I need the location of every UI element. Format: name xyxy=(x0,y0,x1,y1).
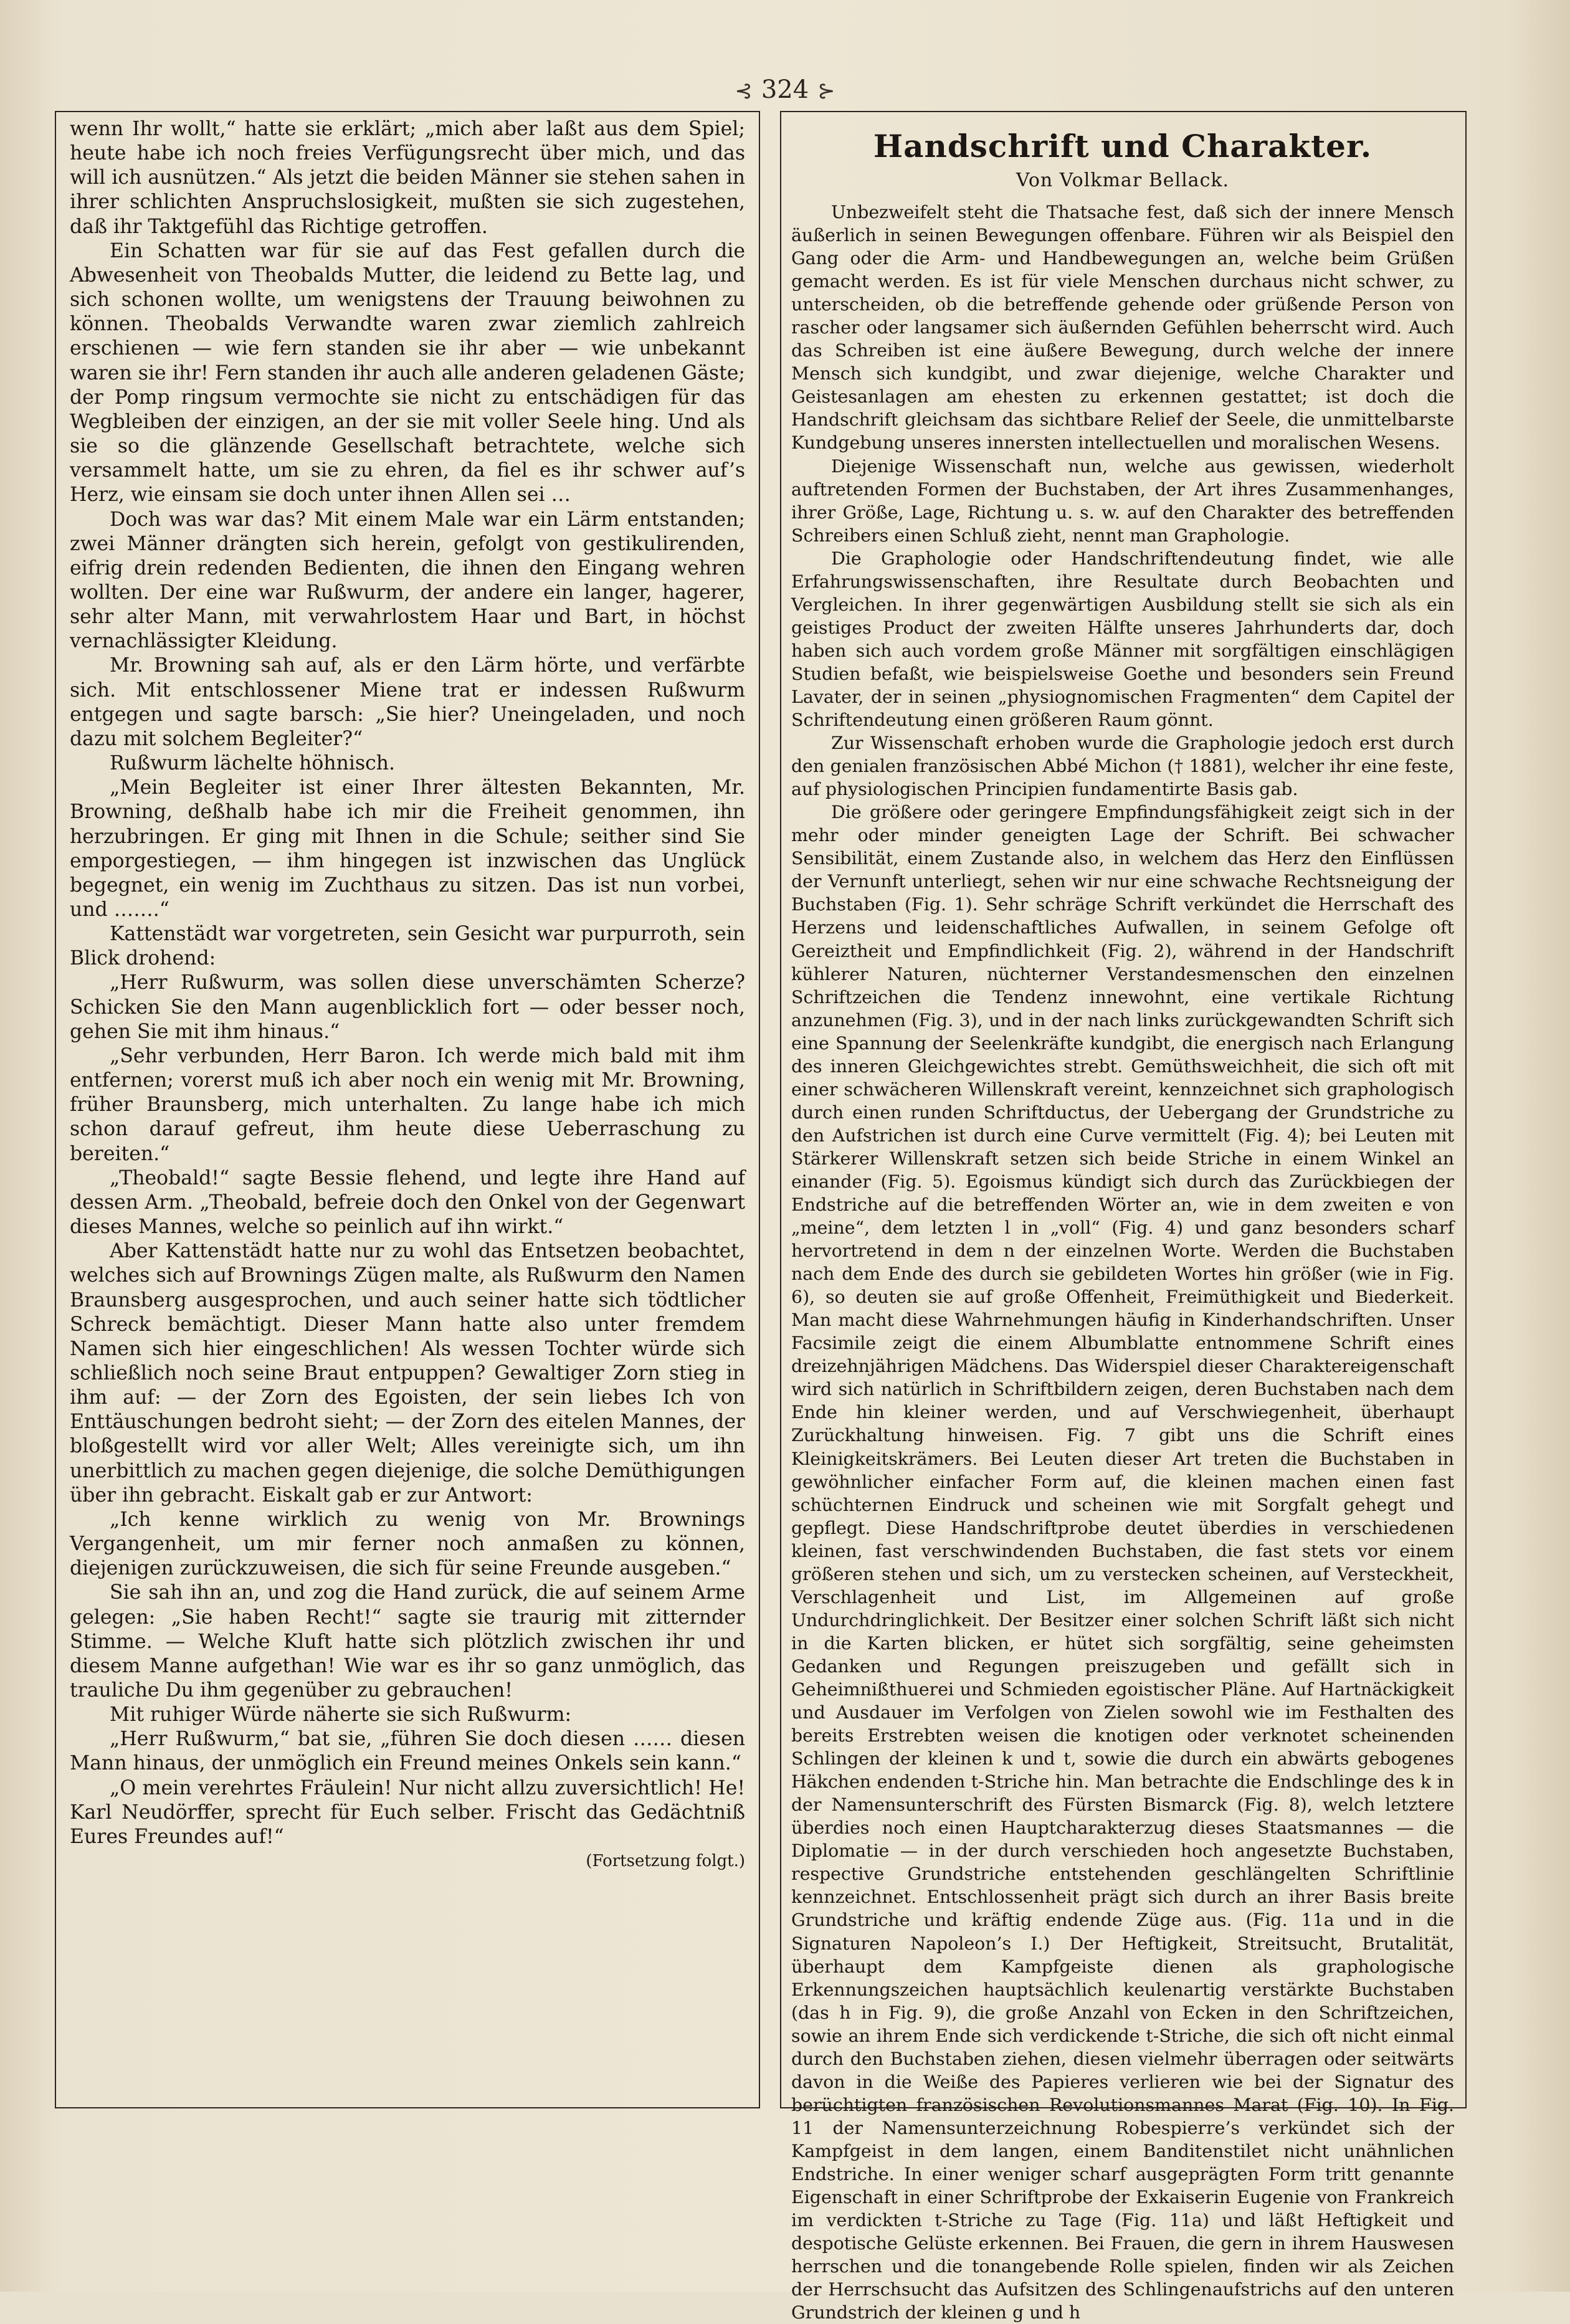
story-paragraph: „Sehr verbunden, Herr Baron. Ich werde mich bald mit ihm entfernen; vorerst muß ich aber noch ein wenig mit Mr. Browning, früher Braunsberg, mich unterhalten. Zu lange habe ich mich schon darauf gefreut, ihm heute diese Ueberraschung zu bereiten.“ xyxy=(70,1044,745,1165)
story-paragraph: Sie sah ihn an, und zog die Hand zurück, die auf seinem Arme gelegen: „Sie haben Recht!“ sagte sie traurig mit zitternder Stimme. — Welche Kluft hatte sich plötzlich zwischen ihr und diesem Manne aufgethan! Wie war es ihr so ganz unmöglich, das trauliche Du ihm gegenüber zu gebrauchen! xyxy=(70,1581,745,1702)
story-paragraph: Mit ruhiger Würde näherte sie sich Rußwurm: xyxy=(110,1703,572,1726)
story-paragraph: Kattenstädt war vorgetreten, sein Gesicht war purpurroth, sein Blick drohend: xyxy=(70,923,745,970)
story-paragraph: Mr. Browning sah auf, als er den Lärm hörte, und verfärbte sich. Mit entschlossener Miene trat er indessen Rußwurm entgegen und sagte barsch: „Sie hier? Uneingeladen, und noch dazu mit solchem Begleiter?“ xyxy=(70,654,745,750)
story-paragraph: „Ich kenne wirklich zu wenig von Mr. Brownings Vergangenheit, um mir ferner noch anmaßen zu können, diejenigen zurückzuweisen, die sich für seine Freunde ausgeben.“ xyxy=(70,1508,745,1580)
story-paragraph: „O mein verehrtes Fräulein! Nur nicht allzu zuversichtlich! He! Karl Neudörffer, sprecht für Euch selber. Frischt das Gedächtniß Eures Freundes auf!“ xyxy=(70,1776,745,1848)
article-paragraph: Diejenige Wissenschaft nun, welche aus gewissen, wiederholt auftretenden Formen der Buchstaben, der Art ihres Zusammenhanges, ihrer Größe, Lage, Richtung u. s. w. auf den Charakter des betreffenden Schreibers einen Schluß zieht, nennt man Graphologie. xyxy=(791,455,1454,546)
story-paragraph: Doch was war das? Mit einem Male war ein Lärm entstanden; zwei Männer drängten sich herein, gefolgt von gestikulirenden, eifrig drein redenden Bedienten, die ihnen den Eingang wehren wollten. Der eine war Rußwurm, der andere ein langer, hagerer, sehr alter Mann, mit verwahrlostem Haar und Bart, in höchst vernachlässigter Kleidung. xyxy=(70,508,745,653)
ornament-left-icon: ⊰ xyxy=(735,79,753,103)
story-paragraph: „Herr Rußwurm,“ bat sie, „führen Sie doch diesen …… diesen Mann hinaus, der unmöglich ein Freund meines Onkels sein kann.“ xyxy=(70,1728,745,1775)
story-paragraph: Rußwurm lächelte höhnisch. xyxy=(110,752,396,775)
article-title: Handschrift und Charakter. xyxy=(873,128,1373,164)
article-paragraph: Zur Wissenschaft erhoben wurde die Graphologie jedoch erst durch den genialen französischen Abbé Michon († 1881), welcher ihr eine feste, auf physiologischen Principien fundamentirte Basis gab. xyxy=(791,733,1454,800)
story-paragraph: wenn Ihr wollt,“ hatte sie erklärt; „mich aber laßt aus dem Spiel; heute habe ich noch freies Verfügungsrecht über mich, und das will ich ausnützen.“ Als jetzt die beiden Männer sie stehen sahen in ihrer schlichten Anspruchslosigkeit, mußten sie sich zugestehen, daß ihr Taktgefühl das Richtige getroffen. xyxy=(70,118,745,238)
story-paragraph: „Theobald!“ sagte Bessie flehend, und legte ihre Hand auf dessen Arm. „Theobald, befreie doch den Onkel von der Gegenwart dieses Mannes, welche so peinlich auf ihn wirkt.“ xyxy=(70,1166,745,1239)
page-header xyxy=(685,71,885,108)
page-number: 324 xyxy=(761,75,809,104)
story-paragraph: „Herr Rußwurm, was sollen diese unverschämten Scherze? Schicken Sie den Mann augenblicklich fort — oder besser noch, gehen Sie mit ihm hinaus.“ xyxy=(70,971,745,1043)
article-paragraph: Unbezweifelt steht die Thatsache fest, daß sich der innere Mensch äußerlich in seinen Bewegungen offenbare. Führen wir als Beispiel den Gang oder die Arm- und Handbewegungen an, welche beim Grüßen gemacht werden. Es ist für viele Menschen durchaus nicht schwer, zu unterscheiden, ob die betreffende gehende oder grüßende Person von rascher oder langsamer sich äußernden Gefühlen beherrscht wird. Auch das Schreiben ist eine äußere Bewegung, durch welche der innere Mensch sich kundgibt, und zwar diejenige, welche Charakter und Geistesanlagen am ehesten zu erkennen gestattet; ist doch die Handschrift gleichsam das sichtbare Relief der Seele, die unmittelbarste Kundgebung unseres innersten intellectuellen und moralischen Wesens. xyxy=(791,202,1454,454)
right-column-article xyxy=(791,117,1454,2323)
story-paragraph: „Mein Begleiter ist einer Ihrer ältesten Bekannten, Mr. Browning, deßhalb habe ich mir die Freiheit genommen, ihn herzubringen. Er ging mit Ihnen in die Schule; seither sind Sie emporgestiegen, — ihm hingegen ist inzwischen das Unglück begegnet, ein wenig im Zuchthaus zu sitzen. Das ist nun vorbei, und …….“ xyxy=(70,776,745,921)
left-column-story xyxy=(70,117,745,2098)
ornament-right-icon: ⊱ xyxy=(817,79,835,103)
article-paragraph: Die größere oder geringere Empfindungsfähigkeit zeigt sich in der mehr oder minder geneigten Lage der Schrift. Bei schwacher Sensibilität, einem Zustande also, in welchem das Herz den Einflüssen der Vernunft unterliegt, sehen wir nur eine schwache Rechtsneigung der Buchstaben (Fig. 1). Sehr schräge Schrift verkündet die Herrschaft des Herzens und leidenschaftliches Aufwallen, in seinem Gefolge oft Gereiztheit und Empfindlichkeit (Fig. 2), während in der Handschrift kühlerer Naturen, nüchterner Verstandesmenschen den einzelnen Schriftzeichen die Tendenz innewohnt, eine vertikale Richtung anzunehmen (Fig. 3), und in der nach links zurückgewandten Schrift sich eine Spannung der Seelenkräfte kundgibt, die energisch nach Erlangung des inneren Gleichgewichtes strebt. Gemüthsweichheit, die sich oft mit einer schwächeren Willenskraft vereint, kennzeichnet sich graphologisch durch einen runden Schriftductus, der Uebergang der Grundstriche zu den Aufstrichen ist durch eine Curve vermittelt (Fig. 4); bei Leuten mit Stärkerer Willenskraft setzen sich beide Striche in einem Winkel an einander (Fig. 5). Egoismus kündigt sich durch das Zurückbiegen der Endstriche auf die betreffenden Wörter an, wie in dem zweiten e von „meine“, dem letzten l in „voll“ (Fig. 4) und ganz besonders scharf hervortretend in dem n der einzelnen Worte. Werden die Buchstaben nach dem Ende des durch sie gebildeten Wortes hin größer (wie in Fig. 6), so deuten sie auf große Offenheit, Freimüthigkeit und Biederkeit. Man macht diese Wahrnehmungen häufig in Kinderhandschriften. Unser Facsimile zeigt die einem Albumblatte entnommene Schrift eines dreizehnjährigen Mädchens. Das Widerspiel dieser Charaktereigenschaft wird sich natürlich in Schriftbildern zeigen, deren Buchstaben nach dem Ende hin kleiner werden, und auf Verschwiegenheit, überhaupt Zurückhaltung hinweisen. Fig. 7 gibt uns die Schrift eines Kleinigkeitskrämers. Bei Leuten dieser Art treten die Buchstaben in gewöhnlicher einfacher Form auf, die kleinen machen einen fast schüchternen Eindruck und scheinen wie mit Sorgfalt gehegt und gepflegt. Diese Handschriftprobe deutet überdies in verschiedenen kleinen, fast verschwindenden Buchstaben, die fast stets vor einem größeren stehen und sich, um zu verstecken scheinen, auf Versteckheit, Verschlagenheit und List, im Allgemeinen auf große Undurchdringlichkeit. Der Besitzer einer solchen Schrift läßt sich nicht in die Karten blicken, er hütet sich sorgfältig, seine geheimsten Gedanken und Regungen preiszugeben und gefällt sich in Geheimnißthuerei und Schmieden egoistischer Pläne. Auf Hartnäckigkeit und Ausdauer im Verfolgen von Zielen sowohl wie im Festhalten des bereits Erstrebten weisen die knotigen oder verknotet scheinenden Schlingen der kleinen k und t, sowie die durch ein abwärts gebogenes Häkchen endenden t-Striche hin. Man betrachte die Endschlinge des k in der Namensunterschrift des Fürsten Bismarck (Fig. 8), welch letztere überdies noch einen Hauptcharakterzug dieses Staatsmannes — die Diplomatie — in der durch verschieden hoch angesetzte Buchstaben, respective Grundstriche entstehenden geschlängelten Schriftlinie kennzeichnet. Entschlossenheit prägt sich durch an ihrer Basis breite Grundstriche und kräftig endende Züge aus. (Fig. 11a und in die Signaturen Napoleon’s I.) Der Heftigkeit, Streitsucht, Brutalität, überhaupt dem Kampfgeiste dienen als graphologische Erkennungszeichen hauptsächlich keulenartig verstärkte Buchstaben (das h in Fig. 9), die große Anzahl von Ecken in den Schriftzeichen, sowie an ihrem Ende sich verdickende t-Striche, die sich oft nicht einmal durch den Buchstaben ziehen, diesen vielmehr überragen oder seitwärts davon in die Weiße des Papieres verlieren wie bei der Signatur des berüchtigten französischen Revolutionsmannes Marat (Fig. 10). In Fig. 11 der Namensunterzeichnung Robespierre’s verkündet sich der Kampfgeist in dem langen, einem Banditenstilet nicht unähnlichen Endstriche. In einer weniger scharf ausgeprägten Form tritt genannte Eigenschaft in einer Schriftprobe der Exkaiserin Eugenie von Frankreich im verdickten t-Striche zu Tage (Fig. 11a) und läßt Heftigkeit und despotische Gelüste erkennen. Bei Frauen, die gern in ihrem Hauswesen herrschen und die tonangebende Rolle spielen, finden wir als Zeichen der Herrschsucht das Aufsitzen des Schlingenaufstrichs auf den unteren Grundstrich der kleinen g und h xyxy=(791,802,1454,2323)
continuation-note: (Fortsetzung folgt.) xyxy=(586,1852,745,1871)
story-paragraph: Aber Kattenstädt hatte nur zu wohl das Entsetzen beobachtet, welches sich auf Brownings Zügen malte, als Rußwurm den Namen Braunsberg ausgesprochen, und auch seiner hatte sich tödtlicher Schreck bemächtigt. Dieser Mann hatte also unter fremdem Namen sich hier eingeschlichen! Als wessen Tochter würde sich schließlich noch seine Braut entpuppen? Gewaltiger Zorn stieg in ihm auf: — der Zorn des Egoisten, der sein liebes Ich von Enttäuschungen bedroht sieht; — der Zorn des eitelen Mannes, der bloßgestellt wird vor aller Welt; Alles vereinigte sich, um ihn unerbittlich zu machen gegen diejenige, die solche Demüthigungen über ihn gebracht. Eiskalt gab er zur Antwort: xyxy=(70,1240,745,1507)
article-byline: Von Volkmar Bellack. xyxy=(1016,169,1230,191)
story-paragraph: Ein Schatten war für sie auf das Fest gefallen durch die Abwesenheit von Theobalds Mutter, die leidend zu Bette lag, und sich schonen wollte, um wenigstens der Trauung beiwohnen zu können. Theobalds Verwandte waren zwar ziemlich zahlreich erschienen — wie fern standen sie ihr aber — wie unbekannt waren sie ihr! Fern standen ihr auch alle anderen geladenen Gäste; der Pomp ringsum vermochte sie nicht zu entschädigen für das Wegbleiben der einzigen, an der sie mit voller Seele hing. Und als sie so die glänzende Gesellschaft betrachtete, welche sich versammelt hatte, um sie zu ehren, da fiel es ihr schwer auf’s Herz, wie einsam sie doch unter ihnen Allen sei … xyxy=(70,239,745,507)
article-paragraph: Die Graphologie oder Handschriftendeutung findet, wie alle Erfahrungswissenschaften, ihre Resultate durch Beobachten und Vergleichen. In ihrer gegenwärtigen Ausbildung stellt sie sich als ein geistiges Product der zweiten Hälfte unseres Jahrhunderts dar, doch haben sich auch vordem große Männer mit sorgfältigen einschlägigen Studien befaßt, wie beispielsweise Goethe und besonders sein Freund Lavater, der in seinen „physiognomischen Fragmenten“ dem Capitel der Schriftendeutung einen größeren Raum gönnt. xyxy=(791,548,1454,731)
